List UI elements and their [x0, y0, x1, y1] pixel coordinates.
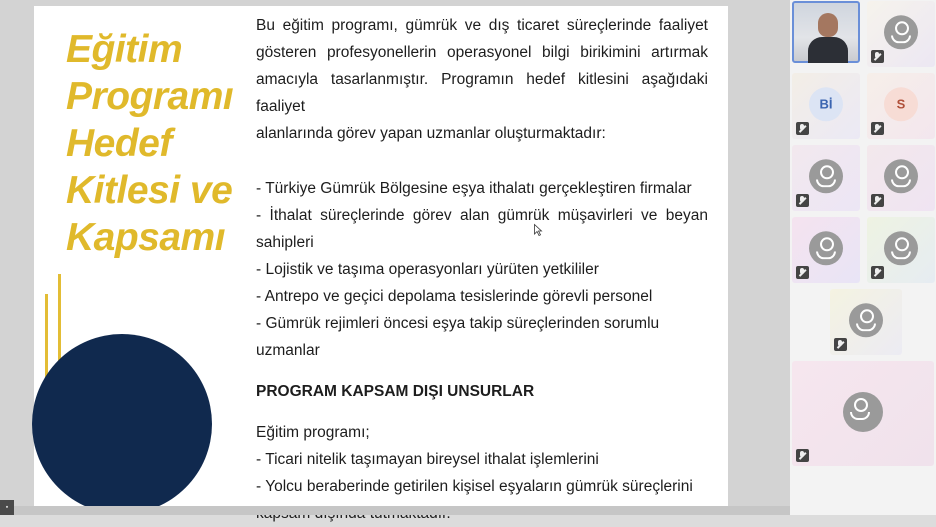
title-line: Kitlesi ve [66, 169, 233, 212]
user-avatar-icon [809, 231, 843, 265]
participant-initials: Bİ [809, 87, 843, 121]
list-item: - Ticari nitelik taşımayan bireysel ithalat işlemlerini [256, 451, 599, 468]
list-item: - Türkiye Gümrük Bölgesine eşya ithalatı gerçekleştiren firmalar [256, 180, 692, 197]
participant-tile[interactable] [830, 289, 902, 355]
user-avatar-icon [843, 392, 883, 432]
mouse-cursor-icon [534, 224, 542, 236]
participants-panel [790, 0, 936, 515]
title-line: Eğitim [66, 28, 183, 71]
participant-tile[interactable] [867, 73, 935, 139]
participant-tile[interactable] [867, 145, 935, 211]
participant-tile[interactable] [867, 217, 935, 283]
participant-tile[interactable] [792, 73, 860, 139]
mic-off-icon [871, 50, 884, 63]
participant-tile-large[interactable] [792, 361, 934, 466]
intro-line: alanlarında görev yapan uzmanlar oluşturmaktadır: [256, 125, 606, 142]
title-line: Programı [66, 75, 234, 118]
user-avatar-icon [884, 159, 918, 193]
list-item: - İthalat süreçlerinde görev alan gümrük müşavirleri ve beyan [256, 207, 708, 224]
scope-intro: Eğitim programı; [256, 424, 370, 441]
list-item: - Gümrük rejimleri öncesi eşya takip süreçlerinden sorumlu uzmanlar [256, 315, 660, 359]
scope-heading: PROGRAM KAPSAM DIŞI UNSURLAR [256, 383, 535, 400]
mic-off-icon [796, 194, 809, 207]
list-item: - Lojistik ve taşıma operasyonları yürüten yetkililer [256, 261, 599, 278]
title-line: Kapsamı [66, 216, 226, 259]
participant-video-self[interactable] [792, 1, 860, 63]
mic-off-icon [796, 449, 809, 462]
user-avatar-icon [884, 15, 918, 49]
participant-tile[interactable] [792, 217, 860, 283]
intro-line: Bu eğitim programı, gümrük ve dış ticaret süreçlerinde faaliyet [256, 17, 708, 34]
mic-off-icon [871, 266, 884, 279]
participant-tile[interactable] [867, 1, 935, 67]
list-item: sahipleri [256, 234, 314, 251]
slide-title [66, 26, 246, 261]
person-body [808, 37, 848, 63]
presenter-tag-icon: ▪ [0, 500, 14, 515]
decorative-circle [32, 334, 212, 514]
intro-line: gösteren profesyonellerin operasyonel bilgi birikimini artırmak [256, 44, 708, 61]
intro-line: amacıyla tasarlanmıştır. Programın hedef kitlesini aşağıdaki faaliyet [256, 71, 708, 115]
user-avatar-icon [849, 303, 883, 337]
person-head [818, 13, 838, 37]
mic-off-icon [871, 122, 884, 135]
list-item: - Yolcu beraberinde getirilen kişisel eşyaların gümrük süreçlerini [256, 478, 693, 495]
mic-off-icon [796, 266, 809, 279]
presentation-slide [34, 6, 728, 506]
list-item: - Antrepo ve geçici depolama tesislerinde görevli personel [256, 288, 653, 305]
slide-body [256, 12, 708, 527]
bottom-strip [0, 506, 790, 515]
mic-off-icon [796, 122, 809, 135]
mic-off-icon [834, 338, 847, 351]
user-avatar-icon [809, 159, 843, 193]
title-line: Hedef [66, 122, 172, 165]
participant-initials: S [884, 87, 918, 121]
mic-off-icon [871, 194, 884, 207]
participant-tile[interactable] [792, 145, 860, 211]
user-avatar-icon [884, 231, 918, 265]
